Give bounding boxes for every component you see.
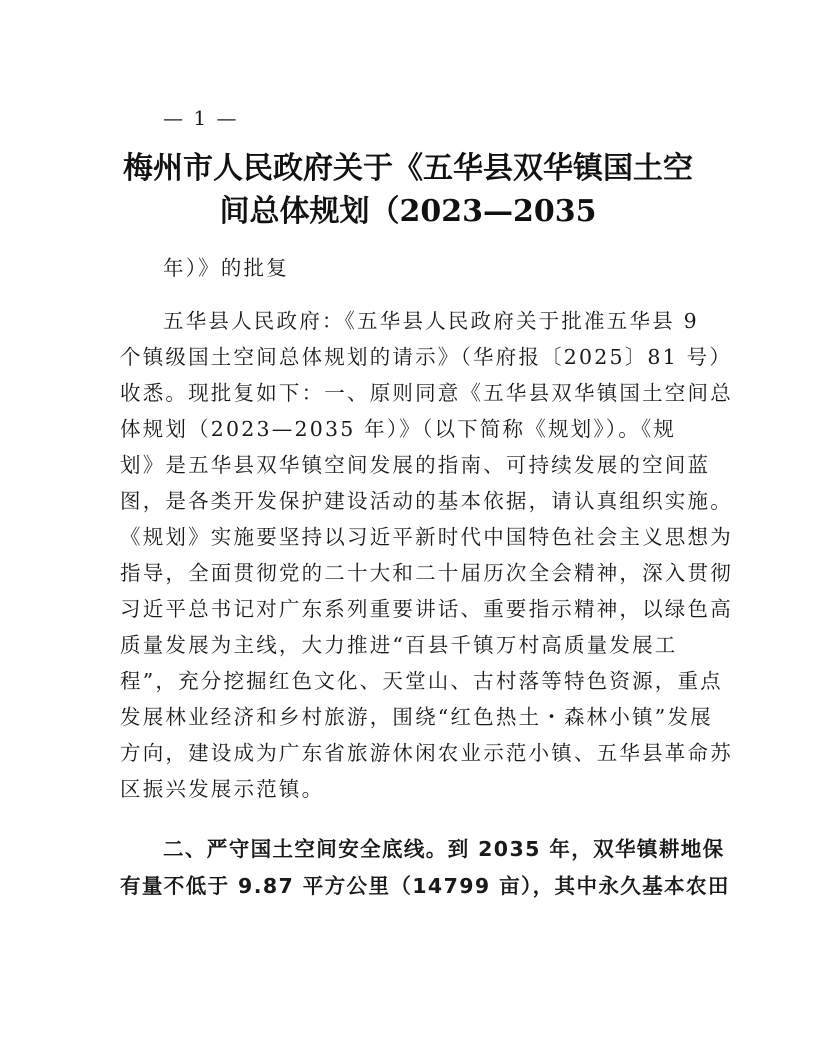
body-line: 质量发展为主线，大力推进“百县千镇万村高质量发展工 xyxy=(120,633,678,657)
body-line: 体规划（2023—2035 年）》（以下简称《规划》）。《规 xyxy=(120,417,677,441)
body-line: 区振兴发展示范镇。 xyxy=(120,777,325,801)
title-continuation: 年）》的批复 xyxy=(163,256,289,280)
body-line: 习近平总书记对广东系列重要讲话、重要指示精神，以绿色高 xyxy=(120,597,733,621)
body-line: 个镇级国土空间总体规划的请示》（华府报〔2025〕81 号） xyxy=(120,345,733,369)
document-title-line-1: 梅州市人民政府关于《五华县双华镇国土空 xyxy=(123,151,693,186)
body-line: 划》是五华县双华镇空间发展的指南、可持续发展的空间蓝 xyxy=(120,453,711,477)
page-number: — 1 — xyxy=(163,106,239,130)
body-line: 程”，充分挖掘红色文化、天堂山、古村落等特色资源，重点 xyxy=(120,669,723,693)
body-line: 图，是各类开发保护建设活动的基本依据，请认真组织实施。 xyxy=(120,489,733,513)
body-line: 收悉。现批复如下：一、原则同意《五华县双华镇国土空间总 xyxy=(120,381,733,405)
body-line: 指导，全面贯彻党的二十大和二十届历次全会精神，深入贯彻 xyxy=(120,561,733,585)
body-line: 五华县人民政府：《五华县人民政府关于批准五华县 9 xyxy=(163,309,699,333)
document-title-line-2: 间总体规划（2023—2035 xyxy=(219,194,597,229)
body-line: 发展林业经济和乡村旅游，围绕“红色热土・森林小镇”发展 xyxy=(120,705,713,729)
body-line: 方向，建设成为广东省旅游休闲农业示范小镇、五华县革命苏 xyxy=(120,741,733,765)
section-heading-line: 二、严守国土空间安全底线。到 2035 年，双华镇耕地保 xyxy=(163,837,725,861)
section-body-line: 有量不低于 9.87 平方公里（14799 亩），其中永久基本农田 xyxy=(120,874,730,898)
body-line: 《规划》实施要坚持以习近平新时代中国特色社会主义思想为 xyxy=(120,525,733,549)
